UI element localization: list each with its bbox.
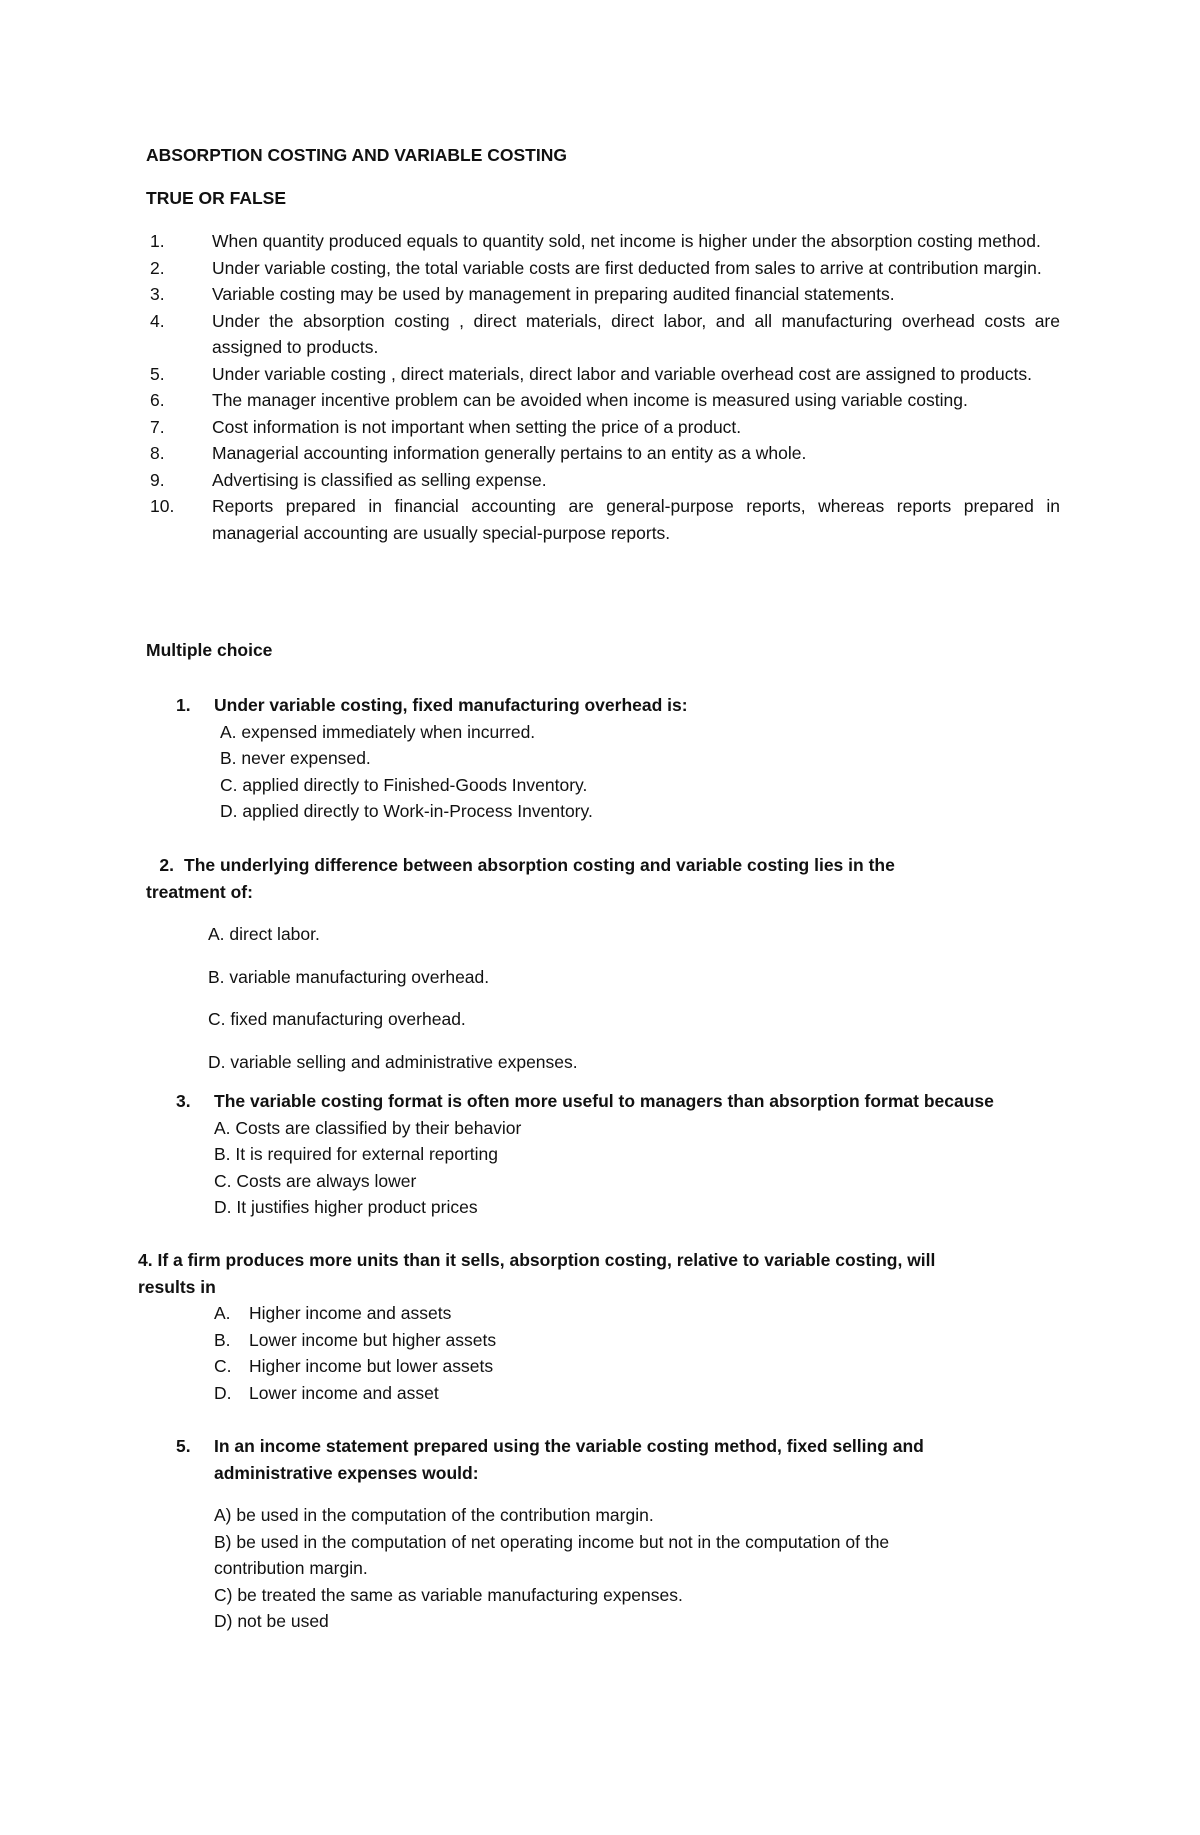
- question-line: [146, 852, 1066, 879]
- item-text: Managerial accounting information generally pertains to an entity as a whole.: [212, 443, 807, 463]
- option: B. variable manufacturing overhead.: [208, 966, 490, 987]
- list-item: [150, 414, 1060, 441]
- item-number: 8.: [150, 443, 165, 463]
- option-list: [138, 1300, 1058, 1406]
- option-letter: B.: [214, 1329, 231, 1350]
- question-4: [138, 1247, 1058, 1406]
- option-text: Higher income and assets: [249, 1303, 452, 1323]
- option: D) not be used: [214, 1611, 329, 1631]
- question-text: The underlying difference between absorption costing and variable costing lies in the: [184, 855, 895, 875]
- question-number: 2.: [159, 855, 174, 875]
- question-line: [176, 1088, 1076, 1115]
- question-3: [176, 1088, 1076, 1221]
- list-item: [150, 493, 1060, 546]
- option: C. applied directly to Finished-Goods Inventory.: [220, 774, 588, 795]
- item-text: Advertising is classified as selling expense.: [212, 469, 547, 490]
- list-item: [150, 361, 1060, 388]
- item-number: 2.: [150, 257, 165, 278]
- option: B. never expensed.: [220, 748, 371, 768]
- item-text: Under variable costing, the total variable costs are first deducted from sales to arrive at contribution margin.: [212, 257, 1042, 278]
- item-number: 5.: [150, 363, 165, 384]
- item-number: 6.: [150, 390, 165, 410]
- option-text: Higher income but lower assets: [249, 1356, 494, 1376]
- list-item: [150, 440, 1060, 467]
- question-line: [176, 1433, 1076, 1460]
- document-title: ABSORPTION COSTING AND VARIABLE COSTING: [146, 145, 567, 165]
- option: C. Costs are always lower: [214, 1170, 417, 1191]
- item-text: Reports prepared in financial accounting are general-purpose reports, whereas reports prepared in managerial accounting are usually special-purpose reports.: [212, 496, 1060, 543]
- option: D. variable selling and administrative expenses.: [208, 1051, 578, 1072]
- question-text-continued: results in: [138, 1276, 216, 1297]
- list-item: [150, 228, 1060, 255]
- true-false-list: [150, 228, 1060, 546]
- list-item: [150, 308, 1060, 361]
- item-text: The manager incentive problem can be avoided when income is measured using variable costing.: [212, 390, 968, 410]
- option-list: [176, 1502, 1076, 1635]
- item-number: 1.: [150, 231, 165, 251]
- item-text: Variable costing may be used by management in preparing audited financial statements.: [212, 284, 895, 304]
- option-letter: C.: [214, 1356, 232, 1376]
- item-number: 4.: [150, 310, 165, 331]
- option: [214, 1327, 1058, 1354]
- question-text-continued: treatment of:: [146, 881, 253, 902]
- item-text: When quantity produced equals to quantity sold, net income is higher under the absorption costing method.: [212, 231, 1041, 251]
- option-list: [146, 921, 1066, 1075]
- question-1: [176, 692, 1056, 825]
- option-list: [176, 719, 1056, 825]
- option: [214, 1353, 1058, 1380]
- option: B) be used in the computation of net operating income but not in the computation of the: [214, 1531, 890, 1552]
- question-2: [146, 852, 1066, 1091]
- item-number: 3.: [150, 284, 165, 304]
- option: C. fixed manufacturing overhead.: [208, 1009, 466, 1029]
- option-letter: D.: [214, 1382, 232, 1403]
- question-number: 3.: [176, 1091, 191, 1111]
- list-item: [150, 281, 1060, 308]
- option: A) be used in the computation of the contribution margin.: [214, 1505, 654, 1525]
- option: A. Costs are classified by their behavior: [214, 1117, 522, 1138]
- question-5: [176, 1433, 1076, 1635]
- option: A. expensed immediately when incurred.: [220, 721, 536, 742]
- option: B. It is required for external reporting: [214, 1144, 499, 1164]
- option: A. direct labor.: [208, 924, 320, 944]
- question-text: Under variable costing, fixed manufacturing overhead is:: [214, 695, 688, 715]
- option-list: [176, 1115, 1076, 1221]
- option: D. applied directly to Work-in-Process Inventory.: [220, 801, 593, 821]
- option-letter: A.: [214, 1303, 231, 1323]
- item-text: Cost information is not important when setting the price of a product.: [212, 416, 742, 437]
- option-text: Lower income but higher assets: [249, 1329, 497, 1350]
- question-text: In an income statement prepared using the variable costing method, fixed selling and: [214, 1436, 924, 1456]
- list-item: [150, 387, 1060, 414]
- multiple-choice-heading: Multiple choice: [146, 640, 273, 660]
- true-false-heading: TRUE OR FALSE: [146, 188, 287, 208]
- question-number: 1.: [176, 695, 191, 715]
- item-number: 7.: [150, 416, 165, 437]
- option: C) be treated the same as variable manufacturing expenses.: [214, 1584, 683, 1605]
- question-text-continued: administrative expenses would:: [214, 1462, 479, 1483]
- question-text: 4. If a firm produces more units than it sells, absorption costing, relative to variable costing, will: [138, 1250, 936, 1270]
- list-item: [150, 467, 1060, 494]
- item-text: Under the absorption costing , direct materials, direct labor, and all manufacturing overhead costs are assigned to products.: [212, 310, 1060, 357]
- item-number: 9.: [150, 469, 165, 490]
- option-continued: contribution margin.: [214, 1558, 368, 1578]
- option: D. It justifies higher product prices: [214, 1197, 478, 1217]
- item-number: 10.: [150, 496, 175, 516]
- item-text: Under variable costing , direct materials, direct labor and variable overhead cost are assigned to products.: [212, 363, 1033, 384]
- question-line: [176, 692, 1056, 719]
- question-text: The variable costing format is often more useful to managers than absorption format because: [214, 1091, 994, 1111]
- list-item: [150, 255, 1060, 282]
- option: [214, 1300, 1058, 1327]
- question-number: 5.: [176, 1436, 191, 1456]
- option-text: Lower income and asset: [249, 1382, 439, 1403]
- option: [214, 1380, 1058, 1407]
